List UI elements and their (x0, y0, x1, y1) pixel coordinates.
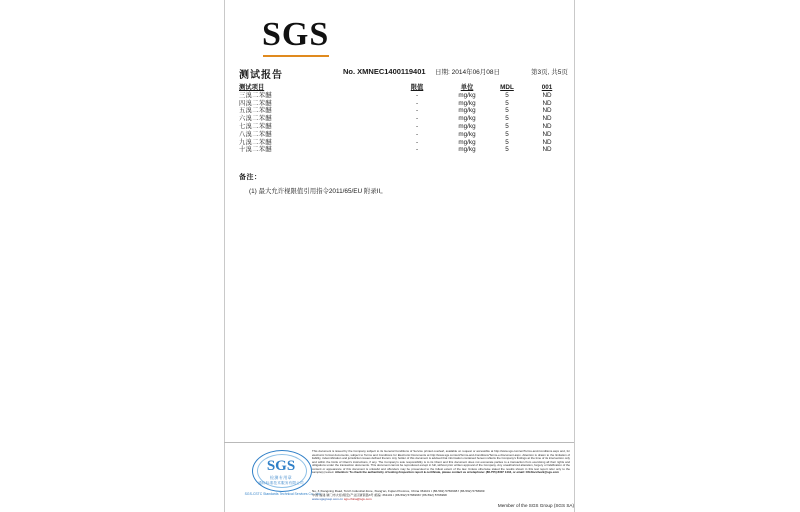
cell-item: 五溴二苯醚 (239, 107, 272, 115)
cell-mdl: 5 (505, 91, 509, 99)
cell-mdl: 5 (505, 107, 509, 115)
table-row (239, 100, 569, 108)
table-row (239, 123, 569, 131)
attention-note: Attention: To check the authenticity of testing /inspection report & certificate, please contact us at telephone: (86-755) 8307 1443, or email: CN.Doccheck@sgs.com (334, 470, 559, 474)
col-mdl: MDL (500, 84, 514, 91)
col-test-item: 测试项目 (239, 84, 265, 91)
cell-mdl: 5 (505, 99, 509, 107)
table-row (239, 146, 569, 154)
footer-address (312, 489, 574, 502)
sgs-logo-text: SGS (262, 16, 330, 53)
notes-section (239, 172, 569, 195)
website-link[interactable]: www.sgsgroup.com.cn (312, 497, 343, 502)
cell-result: - (415, 138, 419, 146)
sgs-logo-underline (263, 55, 329, 57)
legal-disclaimer (312, 450, 570, 475)
table-row (239, 131, 569, 139)
cell-mdl: 5 (505, 115, 509, 123)
address-en: No. 3 Xiangxing Road, Torch Industrial Zone, Xiang'an, Fujian Province, China 361101 t (86-592) 5766998 f (86-592) 5766999 (312, 489, 485, 493)
member-line: Member of the SGS Group (SGS SA) (497, 503, 574, 508)
cell-result: - (415, 91, 419, 99)
table-row (239, 92, 569, 100)
notes-line-1: (1) 最大允许枧限值引用指令2011/65/EU 附录II。 (249, 188, 387, 195)
col-result: 限值 (410, 84, 424, 91)
report-date: 日期: 2014年06月08日 (435, 69, 501, 76)
cell-unit: mg/kg (458, 146, 476, 154)
cell-unit: mg/kg (458, 99, 476, 107)
cell-mdl: 5 (505, 146, 509, 154)
cell-result: - (415, 122, 419, 130)
table-row (239, 139, 569, 147)
notes-title: 备注： (239, 174, 262, 181)
cell-item: 七溴二苯醚 (239, 122, 272, 130)
cell-limit: ND (542, 130, 552, 138)
cell-result: - (415, 130, 419, 138)
cell-unit: mg/kg (458, 107, 476, 115)
sgs-logo (262, 18, 329, 57)
right-margin-rule (574, 0, 575, 512)
cell-limit: ND (542, 146, 552, 154)
cell-mdl: 5 (505, 130, 509, 138)
seal-sgs-text: SGS (266, 458, 296, 474)
cell-limit: ND (542, 122, 552, 130)
cell-limit: ND (542, 107, 552, 115)
col-unit: 单位 (460, 84, 474, 91)
cell-result: - (415, 146, 419, 154)
cell-item: 六溴二苯醚 (239, 115, 272, 123)
cell-mdl: 5 (505, 122, 509, 130)
left-margin-rule (224, 0, 225, 512)
cell-item: 八溴二苯醚 (239, 130, 272, 138)
table-body (239, 92, 569, 154)
seal-cn-text: 检测专用章 (270, 475, 292, 480)
cell-item: 三溴二苯醚 (239, 91, 272, 99)
cell-item: 十溴二苯醚 (239, 146, 272, 154)
results-table (239, 84, 569, 154)
page-number: 第3页, 共5页 (531, 69, 568, 76)
cell-limit: ND (542, 99, 552, 107)
company-seal (246, 448, 320, 500)
cell-limit: ND (542, 91, 552, 99)
report-number: No. XMNEC1400119401 (343, 67, 426, 76)
cell-limit: ND (542, 115, 552, 123)
cell-unit: mg/kg (458, 138, 476, 146)
table-header-row (239, 84, 569, 92)
cell-limit: ND (542, 138, 552, 146)
cell-unit: mg/kg (458, 130, 476, 138)
seal-caption: SGS-CSTC Standards Technical Services Co., Ltd. (244, 492, 322, 496)
footer-divider (224, 442, 574, 443)
seal-cn-subtext: 通标标准技术服务有限公司 (258, 481, 304, 485)
cell-item: 四溴二苯醚 (239, 99, 272, 107)
cell-result: - (415, 107, 419, 115)
cell-result: - (415, 99, 419, 107)
page-title: 测试报告 (239, 70, 283, 81)
email-link[interactable]: sgs.china@sgs.com (343, 497, 372, 502)
address-cn: 中国·福建·厦门市火炬(翔安)产业区厦紫路3号 邮编: 361101 t (86-592) 5766998 f (86-592) 5766998 (312, 493, 447, 498)
report-header (239, 66, 569, 80)
table-row (239, 107, 569, 115)
cell-unit: mg/kg (458, 115, 476, 123)
cell-item: 九溴二苯醚 (239, 138, 272, 146)
cell-result: - (415, 115, 419, 123)
col-sample-001: 001 (541, 84, 553, 91)
cell-mdl: 5 (505, 138, 509, 146)
cell-unit: mg/kg (458, 122, 476, 130)
legal-text: This document is issued by the Company subject to its General Conditions of Service printed overleaf, available on request or accessible at http://www.sgs.com/en/Terms-and-Conditions.aspx and, for electronic format documents, subject to Terms and Conditions for Electronic Documents at http://www.sgs.com/en/Terms-and-Conditions/Terms-e-Document.aspx. Attention is drawn to the limitation of liability, indemnification and jurisdiction issues defined therein. Any holder of this document is advised that information contained hereon reflects the Company's findings at the time of its intervention only and within the limits of Client's instructions, if any. The Company's sole responsibility is to its Client and this document does not exonerate parties to a transaction from exercising all their rights and obligations under the transaction documents. This document cannot be reproduced except in full, without prior written approval of the Company. Any unauthorized alteration, forgery or falsification of the content or appearance of this document is unlawful and offenders may be prosecuted to the fullest extent of the law. Unless otherwise stated the results shown in this test report refer only to the sample(s) tested. (312, 449, 570, 474)
table-row (239, 115, 569, 123)
cell-unit: mg/kg (458, 91, 476, 99)
